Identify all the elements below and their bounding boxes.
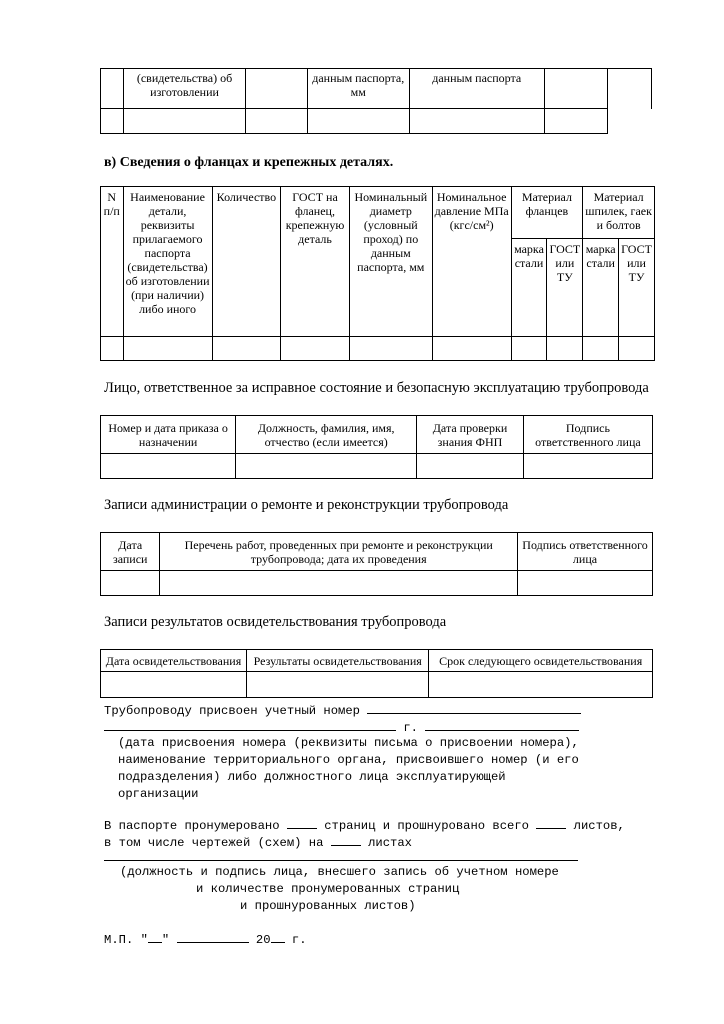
numbering-line-2 [104, 833, 412, 852]
table-cell[interactable] [432, 337, 511, 361]
table-cell[interactable] [281, 337, 350, 361]
pages-count-field[interactable] [287, 816, 317, 829]
table-cell [608, 69, 652, 109]
table-cell [608, 109, 652, 134]
header-steel-grade: марка стали [511, 239, 547, 337]
header-standard: ГОСТ или ТУ [547, 239, 583, 337]
numbering-text: листов, [573, 819, 625, 833]
signature-note-2: и количестве пронумерованных страниц [196, 882, 460, 896]
header-pressure: Номинальное давление МПа (кгс/см²) [432, 187, 511, 337]
table-cell[interactable] [236, 454, 417, 479]
note-line: (дата присвоения номера (реквизиты письма о присвоении номера), [118, 736, 579, 750]
header-works: Перечень работ, проведенных при ремонте и реконструкции трубопровода; дата их проведения [160, 533, 518, 571]
signature-note-3: и прошнурованных листов) [240, 899, 416, 913]
table-cell[interactable] [523, 454, 652, 479]
table-cell[interactable] [124, 109, 246, 134]
table-cell[interactable] [101, 571, 160, 596]
header-qty: Количество [212, 187, 281, 337]
header-check-date: Дата проверки знания ФНП [417, 416, 524, 454]
table-cell[interactable] [511, 337, 547, 361]
repairs-table [100, 532, 653, 596]
numbering-text: листах [368, 836, 412, 850]
header-position: Должность, фамилия, имя, отчество (если имеется) [236, 416, 417, 454]
flanges-section-title: в) Сведения о фланцах и крепежных деталях. [104, 155, 394, 170]
header-inspection-date: Дата освидетельствования [101, 650, 247, 672]
table-cell: данным паспорта, мм [307, 69, 409, 109]
table-cell[interactable] [247, 672, 429, 698]
stamp-line [104, 930, 307, 949]
header-steel-grade: марка стали [583, 239, 619, 337]
header-gost: ГОСТ на фланец, крепежную деталь [281, 187, 350, 337]
signature-note-1: (должность и подпись лица, внесшего запись об учетном номере [120, 865, 559, 879]
table-cell[interactable] [123, 337, 212, 361]
table-cell[interactable] [101, 454, 236, 479]
table-cell[interactable] [429, 672, 653, 698]
header-bolt-material: Материал шпилек, гаек и болтов [583, 187, 655, 239]
signature-line[interactable] [104, 860, 578, 861]
year-suffix: г. [291, 933, 307, 947]
header-flange-material: Материал фланцев [511, 187, 583, 239]
table-cell[interactable] [583, 337, 619, 361]
numbering-text: В паспорте пронумеровано [104, 819, 280, 833]
header-order: Номер и дата приказа о назначении [101, 416, 236, 454]
header-next-date: Срок следующего освидетельствования [429, 650, 653, 672]
flanges-table [100, 186, 655, 361]
quote-close: " [161, 933, 170, 947]
inspection-section-title: Записи результатов освидетельствования трубопровода [104, 614, 447, 630]
table-cell[interactable] [101, 672, 247, 698]
registration-note [118, 735, 579, 803]
inspection-table [100, 649, 653, 698]
header-signature: Подпись ответственного лица [523, 416, 652, 454]
registration-details-field[interactable] [425, 718, 579, 731]
table-cell[interactable] [101, 337, 124, 361]
table-cell[interactable] [518, 571, 653, 596]
table-cell[interactable] [544, 109, 608, 134]
year-prefix: 20 [255, 933, 271, 947]
stamp-label: М.П. [104, 933, 134, 947]
registration-date-field[interactable] [104, 718, 396, 731]
header-signature: Подпись ответственного лица [518, 533, 653, 571]
header-results: Результаты освидетельствования [247, 650, 429, 672]
drawings-count-field[interactable] [331, 833, 361, 846]
header-record-date: Дата записи [101, 533, 160, 571]
responsible-section-title: Лицо, ответственное за исправное состояние и безопасную эксплуатацию трубопровода [104, 380, 649, 396]
table-cell[interactable] [619, 337, 655, 361]
top-table [100, 68, 652, 134]
table-cell [101, 69, 124, 109]
table-cell[interactable] [307, 109, 409, 134]
day-field[interactable] [148, 930, 162, 943]
repairs-section-title: Записи администрации о ремонте и реконструкции трубопровода [104, 497, 509, 513]
header-num: N п/п [101, 187, 124, 337]
year-field[interactable] [271, 930, 285, 943]
table-cell[interactable] [417, 454, 524, 479]
table-cell [544, 69, 608, 109]
sheets-count-field[interactable] [536, 816, 566, 829]
numbering-text: в том числе чертежей (схем) на [104, 836, 324, 850]
header-standard: ГОСТ или ТУ [619, 239, 655, 337]
table-cell [245, 69, 307, 109]
table-cell[interactable] [160, 571, 518, 596]
year-suffix: г. [403, 721, 418, 735]
table-cell: (свидетельства) об изготовлении [124, 69, 246, 109]
table-cell[interactable] [212, 337, 281, 361]
responsible-table [100, 415, 653, 479]
table-cell[interactable] [409, 109, 544, 134]
table-cell[interactable] [101, 109, 124, 134]
header-diameter: Номинальный диаметр (условный проход) по данным паспорта, мм [349, 187, 432, 337]
month-field[interactable] [177, 930, 249, 943]
note-line: подразделения) либо должностного лица эксплуатирующей [118, 770, 506, 784]
registration-label: Трубопроводу присвоен учетный номер [104, 704, 360, 718]
table-cell[interactable] [245, 109, 307, 134]
registration-number-field[interactable] [367, 701, 581, 714]
note-line: организации [118, 787, 199, 801]
table-cell[interactable] [349, 337, 432, 361]
table-cell[interactable] [547, 337, 583, 361]
quote-open: " [140, 933, 148, 947]
note-line: наименование территориального органа, присвоившего номер (и его [118, 753, 579, 767]
header-name: Наименование детали, реквизиты прилагаемого паспорта (свидетельства) об изготовлении (при наличии) либо иного [123, 187, 212, 337]
numbering-text: страниц и прошнуровано всего [324, 819, 529, 833]
table-cell: данным паспорта [409, 69, 544, 109]
